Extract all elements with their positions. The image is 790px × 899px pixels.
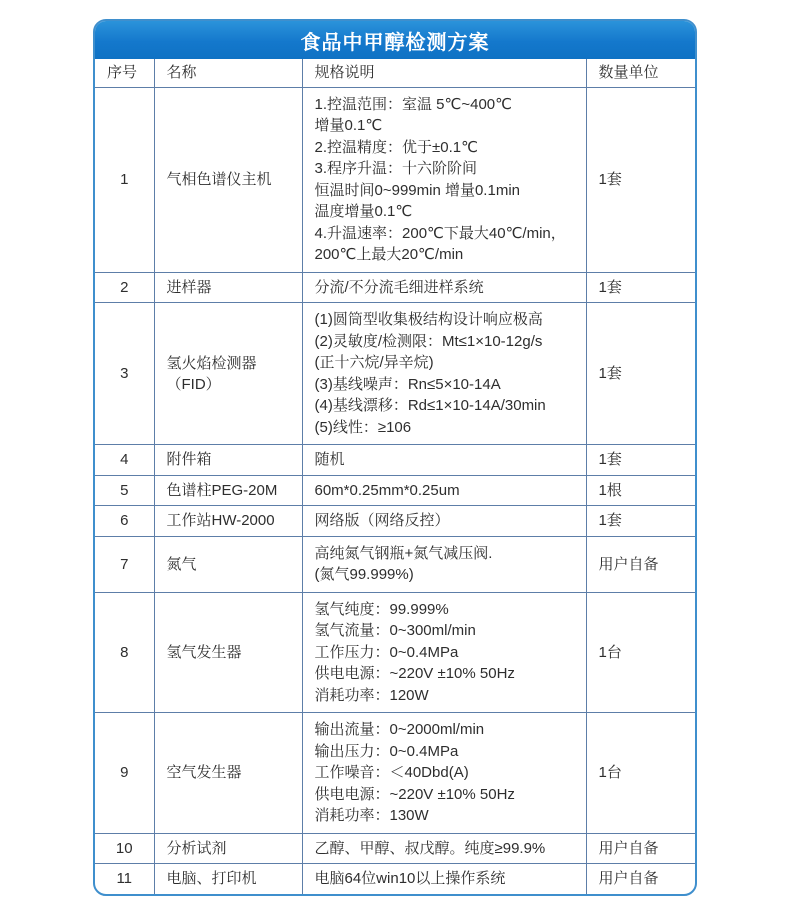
- spec-line: 200℃上最大20℃/min: [314, 246, 464, 263]
- cell-quantity: 1套: [586, 445, 695, 476]
- table-row: [95, 445, 695, 476]
- table-row: [95, 506, 695, 537]
- cell-index: 7: [95, 536, 154, 592]
- spec-line: 供电电源：~220V ±10% 50Hz: [314, 665, 515, 682]
- table-header: [95, 59, 695, 87]
- table-row: [95, 536, 695, 592]
- spec-line: (正十六烷/异辛烷): [314, 354, 434, 371]
- cell-index: 8: [95, 592, 154, 713]
- column-header-name: 名称: [154, 59, 302, 87]
- table-row: [95, 592, 695, 713]
- spec-line: 随机: [314, 451, 345, 468]
- table-row: [95, 833, 695, 864]
- spec-line: 4.升温速率：200℃下最大40℃/min，: [314, 224, 566, 242]
- spec-panel: [93, 19, 697, 896]
- cell-specification: [302, 303, 586, 445]
- cell-quantity: 1套: [586, 272, 695, 303]
- cell-item-name: 氢火焰检测器（FID）: [154, 303, 302, 445]
- cell-specification: [302, 87, 586, 272]
- cell-quantity: 1台: [586, 592, 695, 713]
- cell-specification: [302, 445, 586, 476]
- cell-specification: [302, 536, 586, 592]
- cell-specification: [302, 592, 586, 713]
- spec-table: [95, 59, 695, 894]
- table-row: [95, 713, 695, 834]
- header-row: [95, 59, 695, 87]
- cell-item-name: 色谱柱PEG-20M: [154, 475, 302, 506]
- cell-item-name: 氢气发生器: [154, 592, 302, 713]
- spec-line: 氢气流量：0~300ml/min: [314, 622, 476, 639]
- table-row: [95, 475, 695, 506]
- spec-line: 分流/不分流毛细进样系统: [314, 278, 484, 296]
- cell-index: 1: [95, 87, 154, 272]
- spec-line: (4)基线漂移：Rd≤1×10-14A/30min: [314, 397, 546, 414]
- cell-quantity: 用户自备: [586, 864, 695, 894]
- spec-line: 2.控温精度：优于±0.1℃: [314, 138, 478, 156]
- spec-line: 恒温时间0~999min 增量0.1min: [314, 181, 520, 199]
- column-header-spec: 规格说明: [302, 59, 586, 87]
- spec-line: 输出压力：0~0.4MPa: [314, 742, 459, 760]
- cell-specification: [302, 833, 586, 864]
- table-row: [95, 864, 695, 894]
- cell-index: 2: [95, 272, 154, 303]
- cell-index: 4: [95, 445, 154, 476]
- cell-item-name: 氮气: [154, 536, 302, 592]
- spec-line: 高纯氮气钢瓶+氮气减压阀.: [314, 544, 493, 562]
- column-header-no: 序号: [95, 59, 154, 87]
- table-body: [95, 87, 695, 894]
- spec-line: (5)线性：≥106: [314, 418, 412, 436]
- spec-line: (3)基线噪声：Rn≤5×10-14A: [314, 375, 501, 393]
- table-row: [95, 303, 695, 445]
- spec-line: (1)圆筒型收集极结构设计响应极高: [314, 311, 543, 328]
- spec-line: 供电电源：~220V ±10% 50Hz: [314, 785, 515, 803]
- spec-line: 网络版（网络反控）: [314, 512, 450, 529]
- cell-item-name: 电脑、打印机: [154, 864, 302, 894]
- table-row: [95, 87, 695, 272]
- spec-line: 电脑64位win10以上操作系统: [314, 870, 506, 887]
- spec-line: 消耗功率：120W: [314, 686, 429, 704]
- cell-quantity: 用户自备: [586, 833, 695, 864]
- cell-index: 9: [95, 713, 154, 834]
- spec-line: (2)灵敏度/检测限：Mt≤1×10-12g/s: [314, 332, 543, 350]
- spec-line: 输出流量：0~2000ml/min: [314, 721, 485, 738]
- cell-item-name: 气相色谱仪主机: [154, 87, 302, 272]
- spec-line: 工作噪音：＜40Dbd(A): [314, 764, 469, 781]
- spec-line: 1.控温范围：室温 5℃~400℃: [314, 95, 512, 113]
- cell-quantity: 1根: [586, 475, 695, 506]
- cell-specification: [302, 506, 586, 537]
- cell-index: 10: [95, 833, 154, 864]
- spec-line: 3.程序升温：十六阶阶间: [314, 160, 478, 177]
- cell-index: 5: [95, 475, 154, 506]
- spec-line: 乙醇、甲醇、叔戊醇。纯度≥99.9%: [314, 839, 546, 857]
- cell-specification: [302, 713, 586, 834]
- cell-item-name: 附件箱: [154, 445, 302, 476]
- spec-line: (氮气99.999%): [314, 566, 414, 583]
- cell-quantity: 1套: [586, 506, 695, 537]
- cell-quantity: 用户自备: [586, 536, 695, 592]
- spec-line: 氢气纯度：99.999%: [314, 600, 449, 618]
- cell-quantity: 1台: [586, 713, 695, 834]
- spec-line: 消耗功率：130W: [314, 807, 429, 824]
- spec-line: 工作压力：0~0.4MPa: [314, 643, 459, 661]
- column-header-qty: 数量单位: [586, 59, 695, 87]
- cell-quantity: 1套: [586, 303, 695, 445]
- cell-item-name: 分析试剂: [154, 833, 302, 864]
- table-row: [95, 272, 695, 303]
- cell-item-name: 工作站HW-2000: [154, 506, 302, 537]
- cell-quantity: 1套: [586, 87, 695, 272]
- page-title: 食品中甲醇检测方案: [95, 21, 695, 59]
- cell-specification: [302, 475, 586, 506]
- spec-line: 增量0.1℃: [314, 117, 383, 134]
- spec-line: 温度增量0.1℃: [314, 203, 413, 220]
- spec-line: 60m*0.25mm*0.25um: [314, 481, 460, 499]
- cell-index: 3: [95, 303, 154, 445]
- cell-index: 6: [95, 506, 154, 537]
- cell-specification: [302, 864, 586, 894]
- cell-item-name: 空气发生器: [154, 713, 302, 834]
- cell-specification: [302, 272, 586, 303]
- cell-item-name: 进样器: [154, 272, 302, 303]
- document-sheet: [93, 19, 697, 896]
- cell-index: 11: [95, 864, 154, 894]
